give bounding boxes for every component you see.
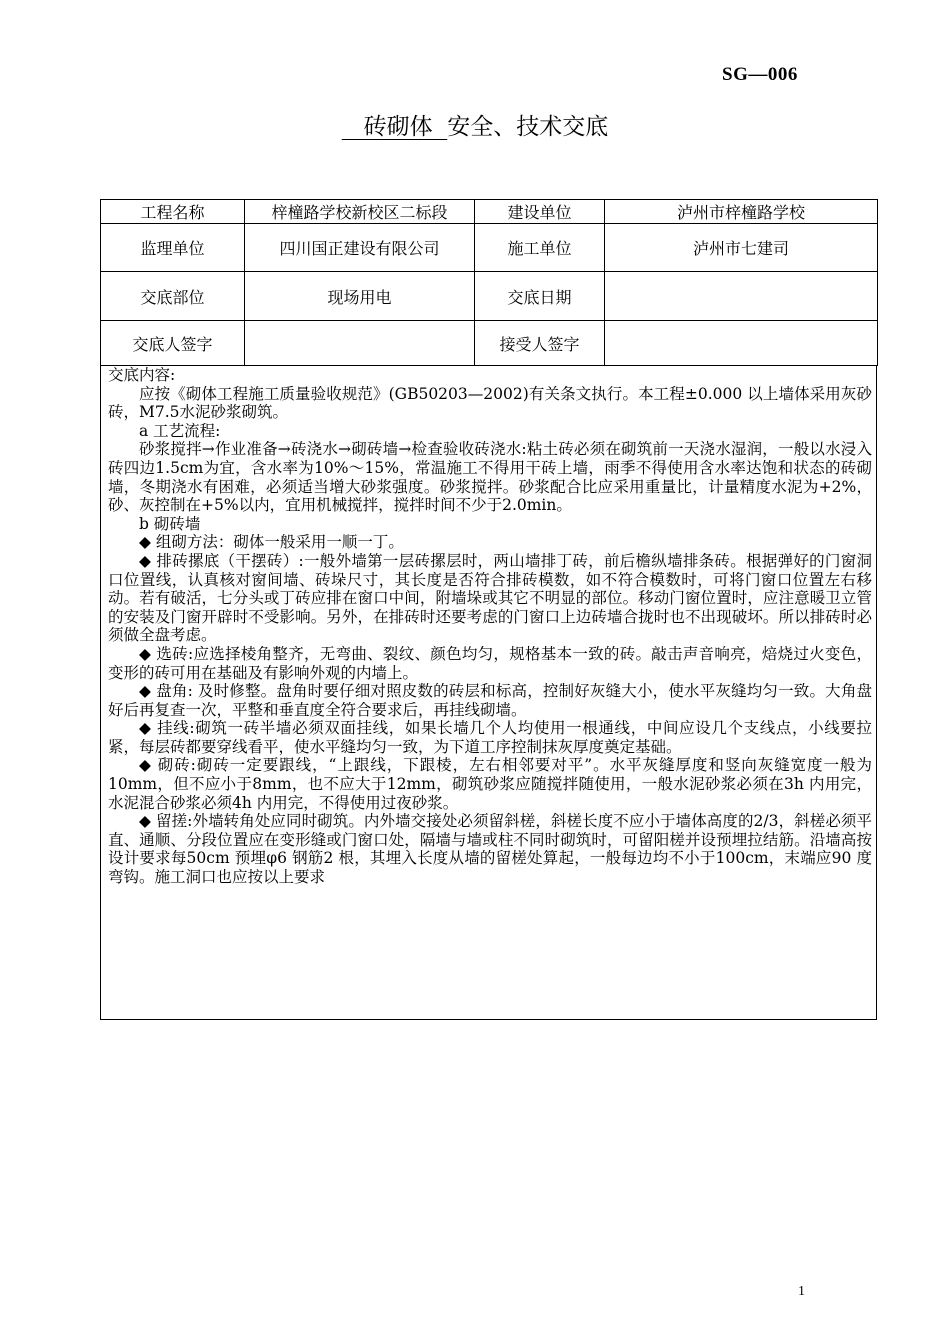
content-paragraph: ◆ 挂线:砌筑一砖半墙必须双面挂线，如果长墙几个人均使用一根通线，中间应设几个支线点，小线要拉紧，每层砖都要穿线看平，使水平缝均匀一致，为下道工序控制抹灰厚度奠定基础。 [108, 719, 872, 756]
label-supervision-unit: 监理单位 [101, 224, 245, 272]
value-supervision-unit: 四川国正建设有限公司 [245, 224, 475, 272]
label-project-name: 工程名称 [101, 200, 245, 224]
value-construction-unit: 泸州市七建司 [605, 224, 878, 272]
content-paragraph: ◆ 留搓:外墙转角处应同时砌筑。内外墙交接处必须留斜槎，斜槎长度不应小于墙体高度的2/3，斜槎必须平直、通顺、分段位置应在变形缝或门窗口处，隔墙与墙或柱不同时砌筑时，可留阳槎并设预埋拉结筋。沿墙高按设计要求每50cm 预埋φ6 钢筋2 根，其埋入长度从墙的留槎处算起，一般每边均不小于100cm，末端应90 度弯钩。施工洞口也应按以上要求 [108, 812, 872, 887]
content-paragraph: ◆ 排砖摞底（干摆砖）:一般外墙第一层砖摞层时，两山墙排丁砖，前后檐纵墙排条砖。根据弹好的门窗洞口位置线，认真核对窗间墙、砖垛尺寸，其长度是否符合排砖模数，如不符合模数时，可将门窗口位置左右移动。若有破活，七分头或丁砖应排在窗口中间，附墙垛或其它不明显的部位。移动门窗位置时，应注意暖卫立管的安装及门窗开辟时不受影响。另外，在排砖时还要考虑的门窗口上边砖墙合拢时也不出现破坏。所以排砖时必须做全盘考虑。 [108, 551, 872, 645]
value-disclosure-location: 现场用电 [245, 272, 475, 321]
value-receiver-signature [605, 321, 878, 366]
content-paragraph: a 工艺流程: [139, 421, 221, 440]
table-row [101, 200, 878, 224]
value-discloser-signature [245, 321, 475, 366]
content-paragraph: ◆ 砌砖:砌砖一定要跟线，“上跟线，下跟棱，左右相邻要对平”。水平灰缝厚度和竖向灰缝宽度一般为10mm，但不应小于8mm，也不应大于12mm，砌筑砂浆应随搅拌随使用，一般水泥砂浆必须在3h 内用完，水泥混合砂浆必须4h 内用完，不得使用过夜砂浆。 [108, 756, 872, 812]
title-rest: 安全、技术交底 [447, 114, 609, 140]
content-paragraph: 砂浆搅拌→作业准备→砖浇水→砌砖墙→检查验收砖浇水:粘土砖必须在砌筑前一天浇水湿润，一般以水浸入砖四边1.5cm为宜，含水率为10%～15%，常温施工不得用干砖上墙，雨季不得使用含水率达饱和状态的砖砌墙，冬期浇水有困难，必须适当增大砂浆强度。砂浆搅拌。砂浆配合比应采用重量比，计量精度水泥为+2%，砂、灰控制在+5%以内，宜用机械搅拌，搅拌时间不少于2.0min。 [108, 440, 872, 515]
content-paragraph: b 砌砖墙 [139, 514, 201, 533]
title-underlined-part: 砖砌体 [341, 114, 448, 140]
label-disclosure-date: 交底日期 [475, 272, 605, 321]
table-row [101, 321, 878, 366]
document-title [0, 110, 950, 144]
disclosure-content [100, 366, 877, 1020]
info-table [100, 199, 878, 366]
value-disclosure-date [605, 272, 878, 321]
label-discloser-signature: 交底人签字 [101, 321, 245, 366]
content-paragraph: ◆ 盘角: 及时修整。盘角时要仔细对照皮数的砖层和标高，控制好灰缝大小，使水平灰缝均匀一致。大角盘好后再复查一次，平整和垂直度全符合要求后，再挂线砌墙。 [108, 682, 872, 719]
label-receiver-signature: 接受人签字 [475, 321, 605, 366]
content-paragraph: ◆ 组砌方法：砌体一般采用一顺一丁。 [139, 533, 404, 552]
table-row [101, 272, 878, 321]
content-heading: 交底内容: [108, 366, 176, 384]
table-row [101, 224, 878, 272]
label-construction-unit: 施工单位 [475, 224, 605, 272]
value-owner-unit: 泸州市梓橦路学校 [605, 200, 878, 224]
page-number: 1 [798, 1284, 805, 1299]
document-code: SG—006 [722, 64, 798, 85]
value-project-name: 梓橦路学校新校区二标段 [245, 200, 475, 224]
label-disclosure-location: 交底部位 [101, 272, 245, 321]
content-paragraph: 应按《砌体工程施工质量验收规范》(GB50203—2002)有关条文执行。本工程±0.000 以上墙体采用灰砂砖，M7.5水泥砂浆砌筑。 [108, 384, 872, 422]
content-paragraph: ◆ 选砖:应选择棱角整齐，无弯曲、裂纹、颜色均匀，规格基本一致的砖。敲击声音响亮，焙烧过火变色，变形的砖可用在基础及有影响外观的内墙上。 [108, 644, 872, 682]
label-owner-unit: 建设单位 [475, 200, 605, 224]
